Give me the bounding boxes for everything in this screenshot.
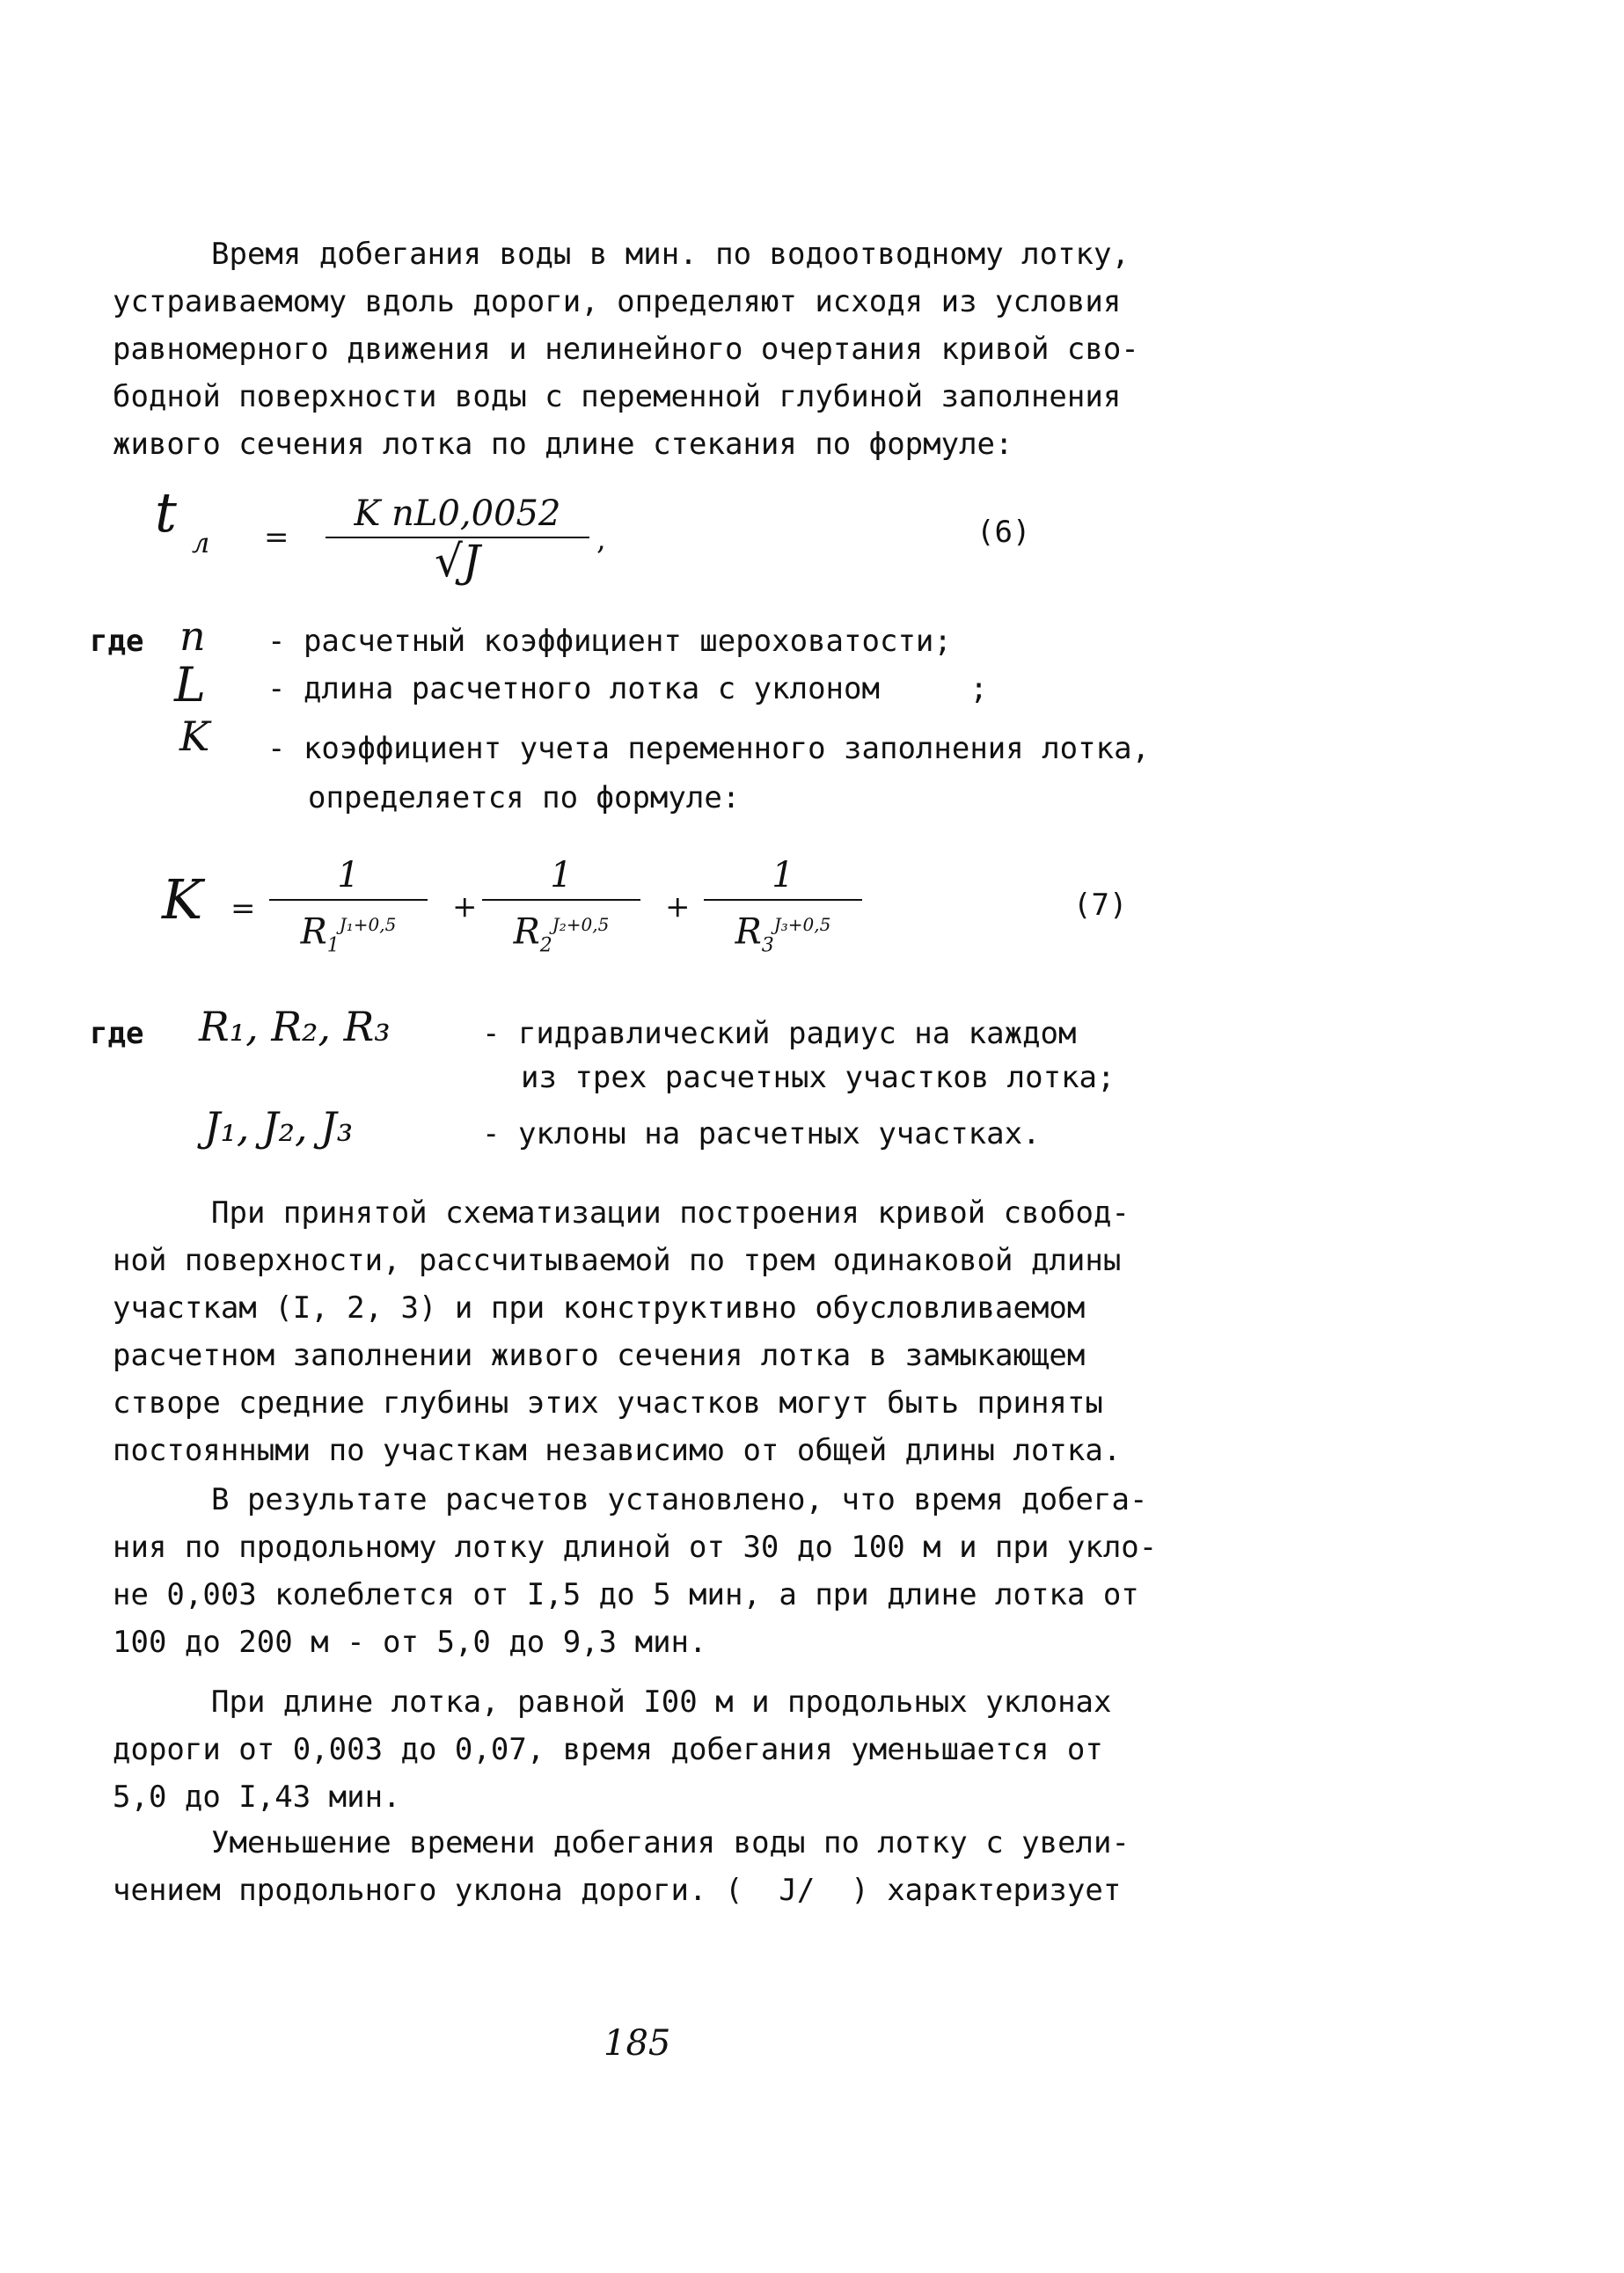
paragraph-2 — [113, 1189, 1256, 1474]
term2-denominator: $R_2^{J_2+0,5}$ — [513, 911, 610, 957]
formula7-number: (7) — [1073, 888, 1128, 923]
formula6-denominator: √J — [435, 536, 480, 587]
page-number: 185 — [604, 2023, 671, 2064]
formula6-number: (6) — [977, 515, 1031, 550]
formula7-term-2 — [482, 853, 640, 968]
formula7-equals: = — [230, 891, 256, 926]
definition-K: - коэффициент учета переменного заполнения лотка, — [267, 731, 1151, 766]
text-line: живого сечения лотка по длине стекания по формуле: — [113, 427, 1013, 462]
paragraph-4 — [113, 1678, 1256, 1821]
formula6-numerator: K nL0,0052 — [326, 493, 589, 538]
definition-R-line2: из трех расчетных участков лотка; — [521, 1060, 1116, 1095]
definition-K-continuation: определяется по формуле: — [308, 780, 741, 815]
paragraph-1 — [113, 230, 1256, 468]
text-line: 5,0 до I,43 мин. — [113, 1780, 401, 1815]
symbol-n: n — [179, 612, 206, 660]
symbols-R: R₁, R₂, R₃ — [199, 1003, 391, 1050]
text-line: ной поверхности, рассчитываемой по трем одинаковой длины — [113, 1243, 1122, 1278]
formula7-plus-1: + — [452, 889, 478, 925]
text-line: Время добегания воды в мин. по водоотводному лотку, — [211, 237, 1130, 272]
term3-numerator: 1 — [704, 853, 862, 901]
formula7-lhs: K — [162, 867, 203, 932]
text-line: створе средние глубины этих участков могут быть приняты — [113, 1385, 1103, 1421]
text-line: чением продольного уклона дороги. ( J/ ) характеризует — [113, 1873, 1122, 1908]
text-line: При принятой схематизации построения кривой свобод- — [211, 1195, 1130, 1231]
term1-numerator: 1 — [269, 853, 428, 901]
text-line: расчетном заполнении живого сечения лотка в замыкающем — [113, 1338, 1086, 1373]
definition-n: - расчетный коэффициент шероховатости; — [267, 624, 952, 659]
formula6-trailing-comma: , — [596, 522, 606, 557]
symbol-K: K — [179, 713, 210, 760]
text-line: 100 до 200 м - от 5,0 до 9,3 мин. — [113, 1625, 707, 1660]
formula7-term-1 — [269, 853, 428, 968]
term2-numerator: 1 — [482, 853, 640, 901]
term1-denominator: $R_1^{J_1+0,5}$ — [300, 911, 397, 957]
symbols-J: J₁, J₂, J₃ — [204, 1103, 354, 1151]
text-line: В результате расчетов установлено, что время добега- — [211, 1482, 1148, 1517]
formula7-term-3 — [704, 853, 862, 968]
text-line: устраиваемому вдоль дороги, определяют исходя из условия — [113, 284, 1122, 319]
definition-L: - длина расчетного лотка с уклоном ; — [267, 671, 988, 706]
text-line: дороги от 0,003 до 0,07, время добегания уменьшается от — [113, 1732, 1103, 1767]
text-line: При длине лотка, равной I00 м и продольных уклонах — [211, 1685, 1112, 1720]
text-line: ния по продольному лотку длиной от 30 до 100 м и при укло- — [113, 1530, 1158, 1565]
definition-R-line1: - гидравлический радиус на каждом — [482, 1016, 1077, 1051]
text-line: равномерного движения и нелинейного очертания кривой сво- — [113, 332, 1139, 367]
definition-J: - уклоны на расчетных участках. — [482, 1116, 1041, 1151]
formula7-plus-2: + — [665, 889, 691, 925]
symbol-L: L — [174, 657, 206, 713]
paragraph-3 — [113, 1476, 1256, 1666]
where-label: где — [90, 624, 144, 659]
paragraph-5 — [113, 1819, 1256, 1914]
formula6-fraction — [326, 493, 589, 587]
formula6-lhs: t — [155, 480, 177, 544]
text-line: Уменьшение времени добегания воды по лотку с увели- — [211, 1825, 1130, 1860]
text-line: постоянными по участкам независимо от общей длины лотка. — [113, 1433, 1122, 1468]
formula6-lhs-subscript: л — [192, 526, 210, 559]
text-line: участкам (I, 2, 3) и при конструктивно обусловливаемом — [113, 1290, 1086, 1326]
formula6-equals: = — [264, 520, 289, 555]
term3-denominator: $R_3^{J_3+0,5}$ — [735, 911, 831, 957]
where-label-2: где — [90, 1016, 144, 1051]
text-line: не 0,003 колеблется от I,5 до 5 мин, а при длине лотка от — [113, 1577, 1139, 1612]
text-line: бодной поверхности воды с переменной глубиной заполнения — [113, 379, 1122, 414]
